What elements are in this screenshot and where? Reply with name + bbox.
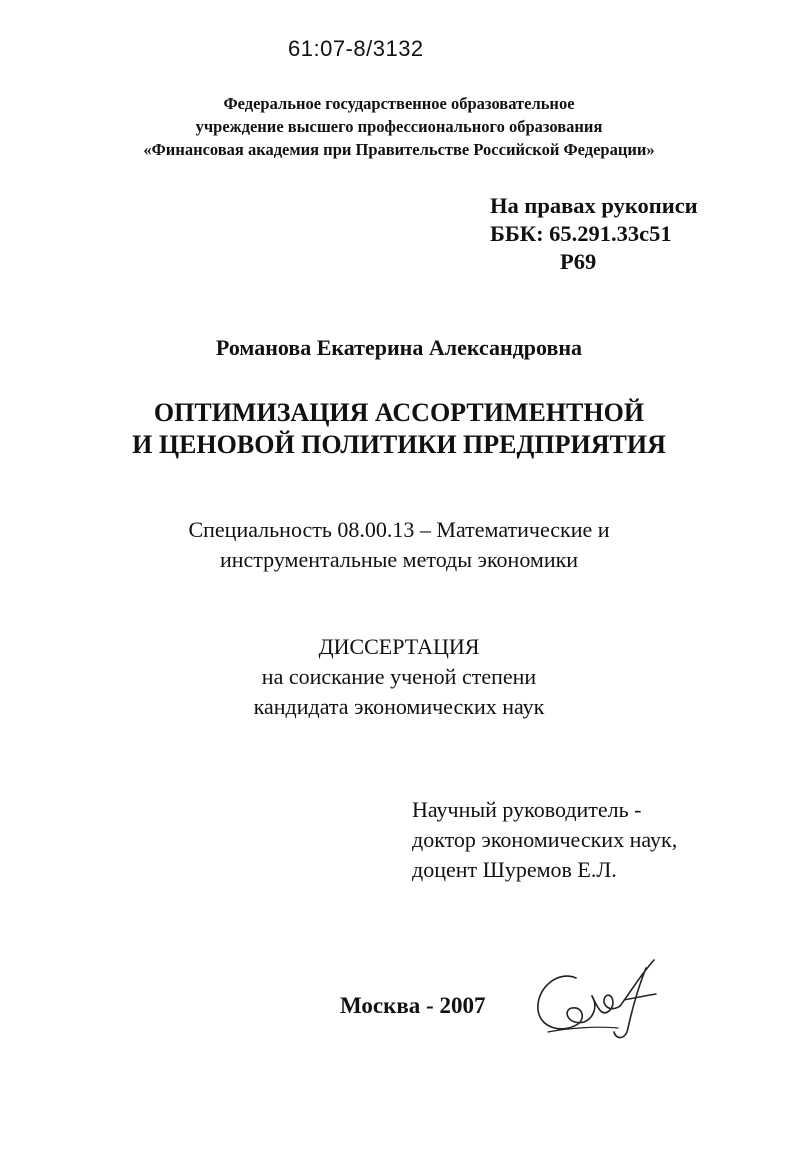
- dissertation-title: [0, 397, 798, 461]
- institution-line-3: «Финансовая академия при Правительстве Российской Федерации»: [143, 140, 655, 159]
- dissertation-heading: ДИССЕРТАЦИЯ: [318, 634, 480, 659]
- catalog-stamp: 61:07-8/3132: [288, 36, 424, 61]
- institution-block: [0, 92, 798, 161]
- institution-line-2: учреждение высшего профессионального образования: [195, 117, 603, 136]
- degree-line-1: на соискание ученой степени: [261, 664, 537, 689]
- advisor-line-2: доктор экономических наук,: [412, 827, 678, 852]
- handwritten-signature: [528, 948, 678, 1048]
- degree-block: [0, 632, 798, 722]
- advisor-line-1: Научный руководитель -: [412, 797, 642, 822]
- specialty-block: [0, 515, 798, 575]
- title-line-1: ОПТИМИЗАЦИЯ АССОРТИМЕНТНОЙ: [153, 398, 645, 427]
- city-year: Москва - 2007: [340, 993, 486, 1018]
- advisor-block: [412, 795, 677, 885]
- rights-block: [490, 192, 698, 276]
- author-name: Романова Екатерина Александровна: [215, 335, 583, 360]
- advisor-line-3: доцент Шуремов Е.Л.: [412, 857, 617, 882]
- title-line-2: И ЦЕНОВОЙ ПОЛИТИКИ ПРЕДПРИЯТИЯ: [132, 430, 666, 459]
- bbk-code: ББК: 65.291.33с51: [490, 221, 672, 246]
- specialty-line-2: инструментальные методы экономики: [219, 547, 579, 572]
- author-mark-code: Р69: [560, 249, 597, 274]
- manuscript-note: На правах рукописи: [490, 193, 698, 218]
- institution-line-1: Федеральное государственное образовательное: [223, 94, 575, 113]
- degree-line-2: кандидата экономических наук: [253, 694, 545, 719]
- specialty-line-1: Специальность 08.00.13 – Математические и: [188, 517, 610, 542]
